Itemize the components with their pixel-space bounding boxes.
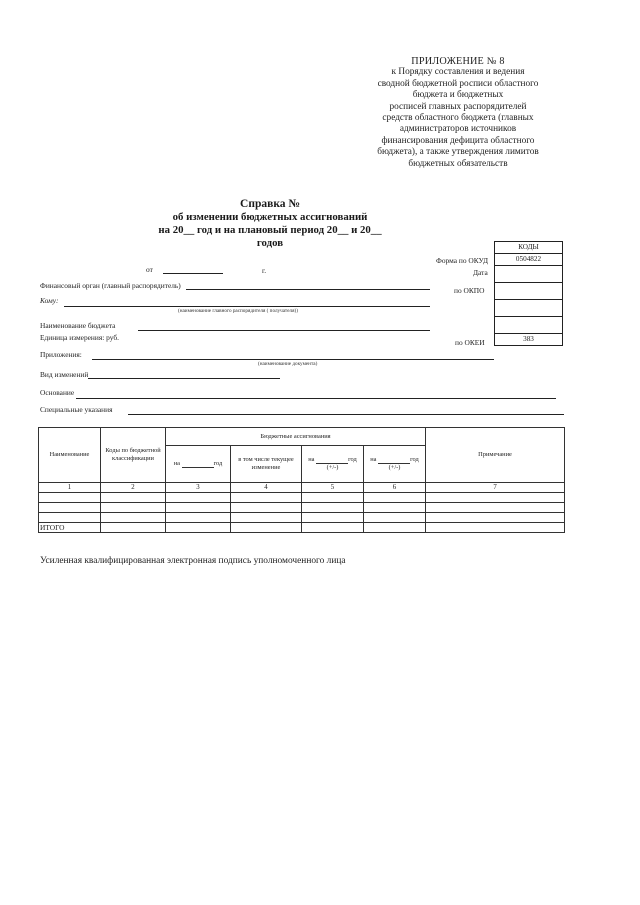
appendix-title: ПРИЛОЖЕНИЕ № 8 [411,56,505,67]
basis-label: Основание [40,388,75,397]
unit-label: Единица измерения: руб. [40,333,119,342]
financial-body-label: Финансовый орган (главный распорядитель) [40,281,181,290]
document-title-block [150,198,390,250]
col-note-header: Примечание [426,428,565,483]
column-number: 2 [101,483,166,493]
okei-code: 383 [495,334,563,346]
total-row [39,523,565,533]
okud-code: 0504822 [495,254,563,266]
table-row [39,493,565,503]
col-codes-header: Коды по бюджетной классификации [101,428,166,483]
date-label: Дата [473,268,488,277]
appendix-line: средств областного бюджета (главных [382,113,534,124]
codes-header: КОДЫ [495,242,563,254]
to-whom-label: Кому: [40,296,59,305]
allocations-table [38,427,565,533]
appendix-line: бюджетных обязательств [408,158,508,169]
document-period: на 20__ год и на плановый период 20__ и 20__ годов [158,224,382,249]
column-number: 3 [166,483,231,493]
column-number: 1 [39,483,101,493]
document-caption: (наименование документа) [258,361,318,367]
sub-current-change: в том числе текущее изменение [231,446,302,483]
table-row [39,503,565,513]
column-number: 4 [231,483,302,493]
year-blank [182,461,214,468]
appendix-header [352,56,564,170]
okpo-code-cell [495,283,563,300]
okei-label: по ОКЕИ [455,338,485,347]
sub-year-3: на год (+/-) [364,446,426,483]
appendix-line: бюджета), а также утверждения лимитов [377,147,539,158]
year-blank [378,457,410,464]
column-number: 7 [426,483,565,493]
col-allocations-header: Бюджетные ассигнования [166,428,426,446]
change-type-line [88,378,280,379]
date-underline [163,273,223,274]
column-numbers-row [39,483,565,493]
document-title: Справка № [240,198,300,210]
financial-body-line [186,289,430,290]
change-type-label: Вид изменений [40,370,89,379]
budget-name-line [138,330,430,331]
attachments-label: Приложения: [40,350,82,359]
date-code-cell [495,266,563,283]
document-subtitle: об изменении бюджетных ассигнований [172,211,368,223]
appendix-line: финансирования дефицита областного [381,135,535,146]
okpo-label: по ОКПО [454,286,485,295]
year-blank [316,457,348,464]
okud-label: Форма по ОКУД [436,256,489,265]
sub-year-1: на год [166,446,231,483]
code-cell-empty [495,300,563,317]
table-row [39,513,565,523]
date-from-label: от [146,265,153,274]
signature-text: Усиленная квалифицированная электронная подпись уполномоченного лица [40,556,346,566]
sub-year-2: на год (+/-) [302,446,364,483]
appendix-line: администраторов источников [399,124,517,135]
appendix-line: к Порядку составления и ведения [391,67,525,78]
total-label: ИТОГО [39,523,101,533]
budget-name-label: Наименование бюджета [40,321,116,330]
recipient-caption: (наименование главного распорядителя ( получателя)) [178,308,298,314]
basis-line [76,398,556,399]
appendix-line: росписей главных распорядителей [389,101,527,112]
column-number: 6 [364,483,426,493]
col-name-header: Наименование [39,428,101,483]
code-cell-empty [495,317,563,334]
date-year-label: г. [262,266,267,275]
column-number: 5 [302,483,364,493]
codes-box [494,241,563,346]
appendix-line: бюджета и бюджетных [412,90,504,101]
special-line [128,414,564,415]
attachments-line [92,359,494,360]
special-label: Специальные указания [40,405,113,414]
appendix-line: сводной бюджетной росписи областного [377,78,539,89]
to-whom-line [64,306,430,307]
